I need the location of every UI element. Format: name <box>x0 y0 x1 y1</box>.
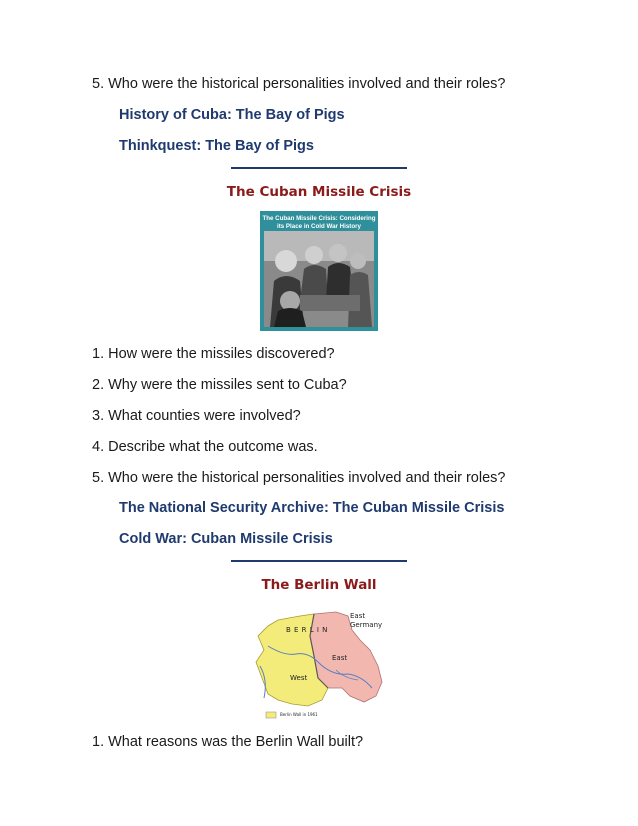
book-title-line-1: The Cuban Missile Crisis: Considering <box>262 215 376 222</box>
question-berlin-wall-reasons: 1. What reasons was the Berlin Wall built? <box>92 734 364 750</box>
link-national-security-archive[interactable]: The National Security Archive: The Cuban Missile Crisis <box>119 500 505 516</box>
section-divider <box>231 167 407 169</box>
berlin-wall-heading: The Berlin Wall <box>261 577 377 593</box>
berlin-wall-map <box>248 606 388 722</box>
question-missiles-sent-to-cuba: 2. Why were the missiles sent to Cuba? <box>92 377 347 393</box>
link-cold-war-cuban-missile-crisis[interactable]: Cold War: Cuban Missile Crisis <box>119 531 333 547</box>
question-missiles-discovered: 1. How were the missiles discovered? <box>92 346 335 362</box>
question-personalities-bay-of-pigs: 5. Who were the historical personalities involved and their roles? <box>92 76 506 92</box>
map-label-east-germany-1: East <box>350 612 366 620</box>
map-label-east: East <box>332 654 348 662</box>
link-history-of-cuba-bay-of-pigs[interactable]: History of Cuba: The Bay of Pigs <box>119 107 345 123</box>
question-personalities-missile-crisis: 5. Who were the historical personalities involved and their roles? <box>92 470 506 486</box>
cuban-missile-crisis-heading: The Cuban Missile Crisis <box>226 184 412 200</box>
map-label-east-germany-2: Germany <box>350 621 383 629</box>
book-cover-title <box>260 215 378 230</box>
cuban-missile-crisis-book-cover <box>260 211 378 331</box>
map-label-west: West <box>290 674 308 682</box>
link-thinkquest-bay-of-pigs[interactable]: Thinkquest: The Bay of Pigs <box>119 138 314 154</box>
question-countries-involved: 3. What counties were involved? <box>92 408 301 424</box>
book-cover-photo <box>264 231 374 327</box>
question-outcome: 4. Describe what the outcome was. <box>92 439 318 455</box>
map-label-berlin: B E R L I N <box>286 626 328 634</box>
map-legend-label: Berlin Wall in 1961 <box>280 712 318 717</box>
section-divider <box>231 560 407 562</box>
book-title-line-2: its Place in Cold War History <box>276 222 361 230</box>
